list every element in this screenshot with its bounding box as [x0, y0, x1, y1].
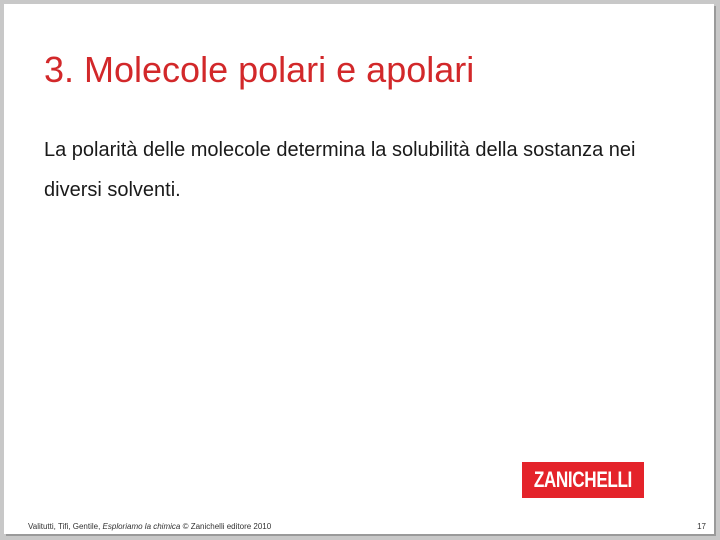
- footer-book-title: Esploriamo la chimica: [102, 522, 181, 531]
- footer-credits: [28, 522, 271, 531]
- slide-title: 3. Molecole polari e apolari: [44, 49, 475, 90]
- zanichelli-logo: [522, 462, 644, 498]
- footer-copyright: © Zanichelli editore 2010: [180, 522, 272, 531]
- logo-text: ZANICHELLI: [533, 467, 633, 492]
- slide-body-text: La polarità delle molecole determina la solubilità della sostanza nei diversi solventi.: [44, 139, 636, 201]
- footer-authors: Valitutti, Tifi, Gentile,: [28, 522, 103, 531]
- slide: [4, 4, 714, 534]
- page-number: 17: [697, 522, 706, 531]
